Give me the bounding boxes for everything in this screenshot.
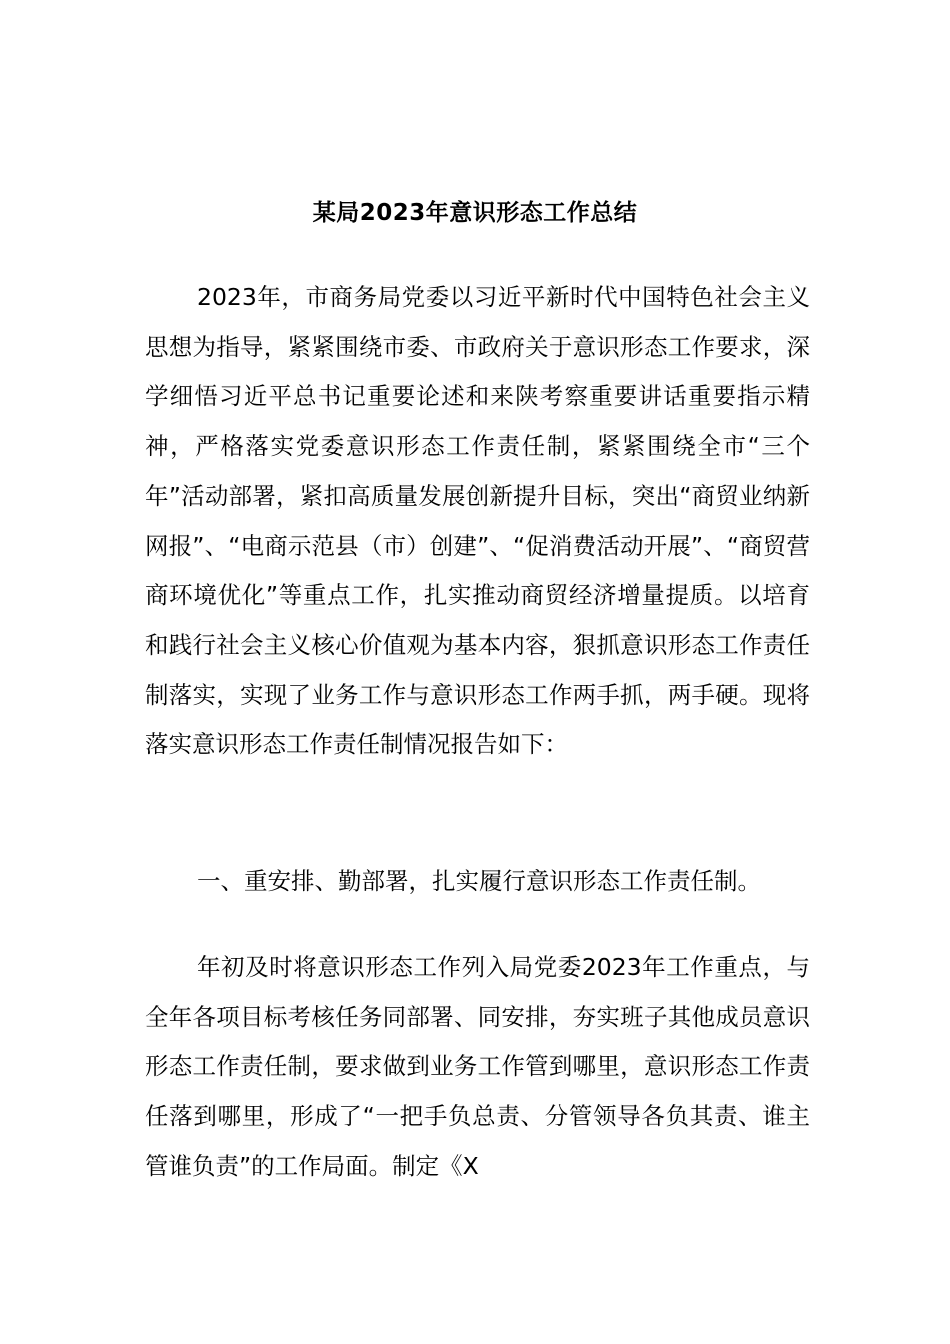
document-title: 某局2023年意识形态工作总结 <box>312 200 638 226</box>
body-paragraph: 2023年，市商务局党委以习近平新时代中国特色社会主义思想为指导，紧紧围绕市委、市政府关于意识形态工作要求，深学细悟习近平总书记重要论述和来陕考察重要讲话重要指示精神，严格落实党委意识形态工作责任制，紧紧围绕全市“三个年”活动部署，紧扣高质量发展创新提升目标，突出“商贸业纳新网报”、“电商示范县（市）创建”、“促消费活动开展”、“商贸营商环境优化”等重点工作，扎实推动商贸经济增量提质。以培育和践行社会主义核心价值观为基本内容，狠抓意识形态工作责任制落实，实现了业务工作与意识形态工作两手抓，两手硬。现将落实意识形态工作责任制情况报告如下： <box>145 283 810 759</box>
body-paragraph: 年初及时将意识形态工作列入局党委2023年工作重点，与全年各项目标考核任务同部署、同安排，夯实班子其他成员意识形态工作责任制，要求做到业务工作管到哪里，意识形态工作责任落到哪里，形成了“一把手负总责、分管领导各负其责、谁主管谁负责”的工作局面。制定《X <box>145 953 810 1180</box>
section-heading: 一、重安排、勤部署，扎实履行意识形态工作责任制。 <box>197 867 761 895</box>
